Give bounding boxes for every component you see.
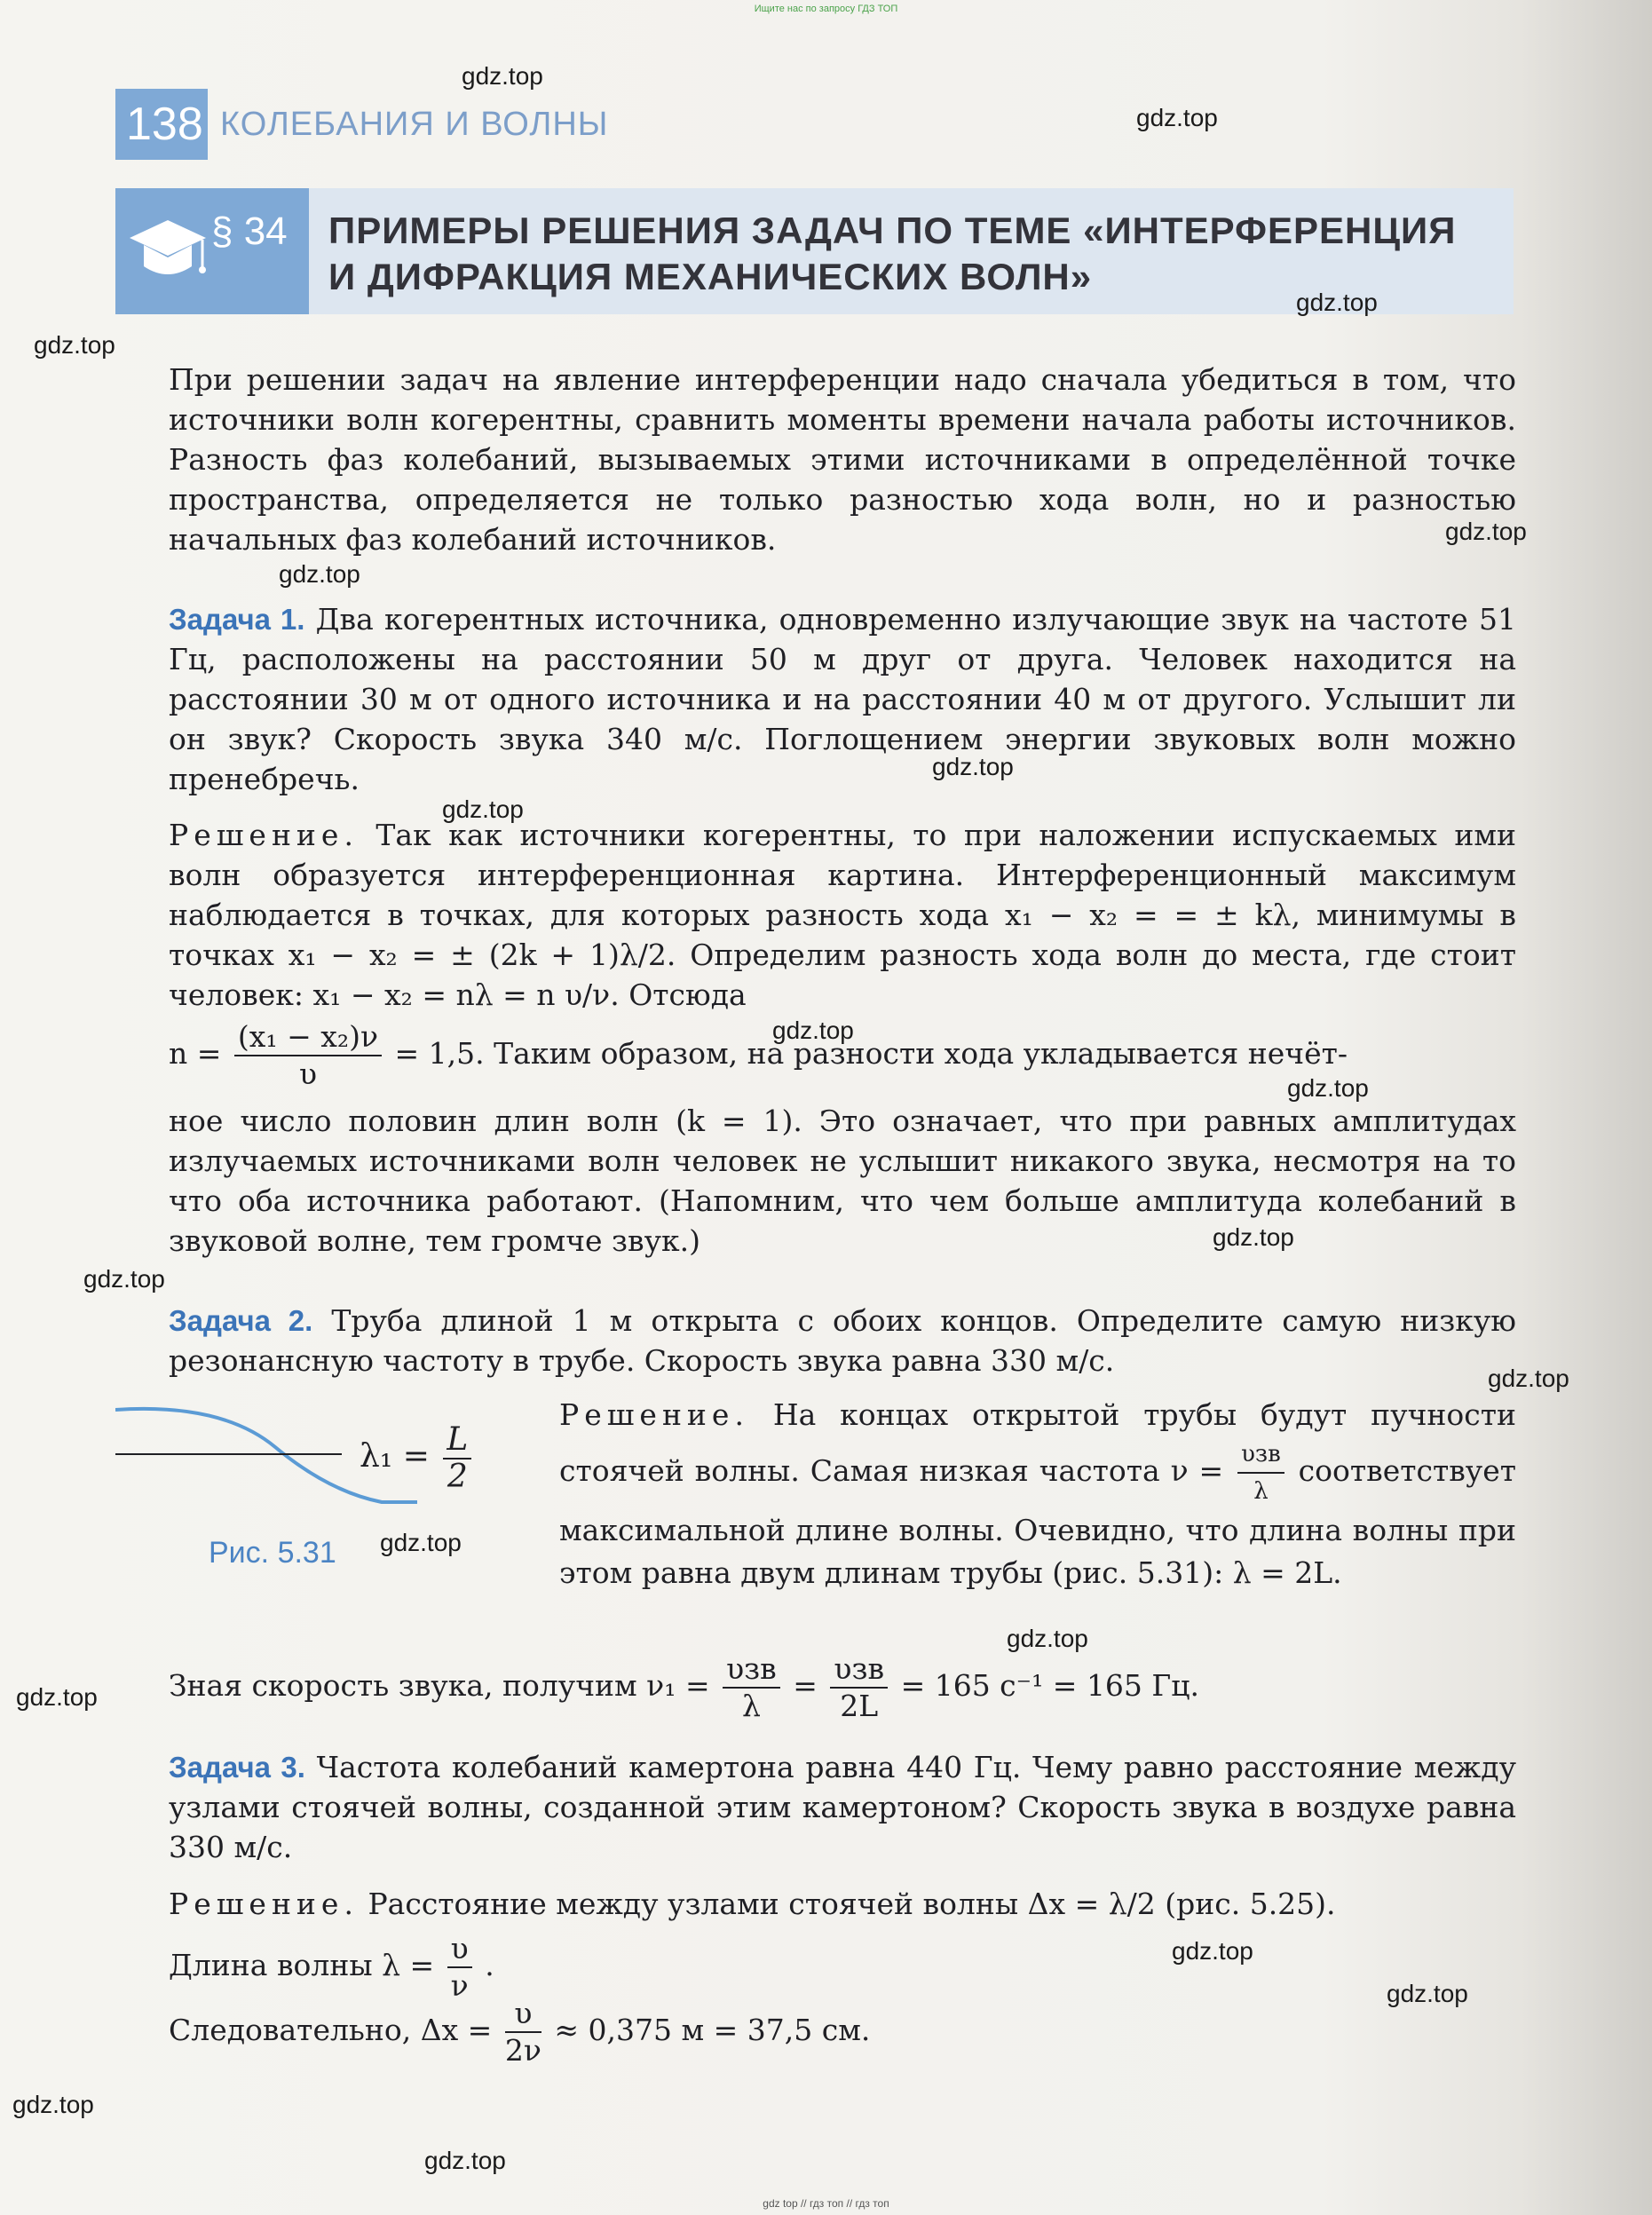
n-fraction	[234, 1019, 382, 1092]
bottom-note: gdz top // гдз топ // гдз топ	[763, 2197, 889, 2210]
watermark: gdz.top	[424, 2147, 506, 2174]
task2-solution	[559, 1394, 1516, 1594]
watermark: gdz.top	[1488, 1365, 1569, 1392]
task2-solution-label: Решение.	[559, 1397, 749, 1432]
task3-label: Задача 3.	[169, 1751, 305, 1784]
task3-result	[169, 1996, 1516, 2069]
watermark: gdz.top	[1387, 1980, 1468, 2007]
watermark: gdz.top	[1136, 104, 1218, 131]
figure-lambda-numerator: L	[443, 1422, 471, 1460]
result-prefix: Следовательно, Δx =	[169, 2013, 493, 2047]
task1-text: Два когерентных источника, одновременно излучающие звук на частоте 51 Гц, расположены на расстоянии 50 м друг от друга. Человек находится на расстоянии 30 м от одного источника и на расстоянии 40 м от другого. Услышит ли он звук? Скорость звука 340 м/с. Поглощением энергии звуковых волн можно пренебречь.	[169, 602, 1516, 796]
task3-text: Частота колебаний камертона равна 440 Гц. Чему равно расстояние между узлами стоячей волны, созданной этим камертоном? Скорость звука в воздухе равна 330 м/с.	[169, 1750, 1516, 1864]
f1-denominator: λ	[741, 1689, 761, 1723]
figure-lambda-denominator: 2	[447, 1459, 468, 1495]
task3-solution	[169, 1884, 1516, 1924]
task2-paragraph	[169, 1301, 1516, 1380]
n-fraction-numerator: (x₁ − x₂)ν	[234, 1019, 382, 1056]
watermark: gdz.top	[1172, 1937, 1253, 1965]
n-fraction-denominator: υ	[298, 1056, 317, 1091]
watermark: gdz.top	[16, 1683, 98, 1711]
watermark: gdz.top	[1007, 1625, 1088, 1652]
task2-result	[169, 1651, 1516, 1724]
watermark: gdz.top	[932, 753, 1014, 780]
watermark: gdz.top	[380, 1529, 462, 1556]
section-title	[309, 188, 1456, 314]
intro-paragraph: При решении задач на явление интерференции надо сначала убедиться в том, что источники волн когерентны, сравнить моменты времени начала работы источников. Разность фаз колебаний, вызываемых этими источниками в определённой точке пространства, определяется не только разностью хода волн, но и разностью начальных фаз колебаний источников.	[169, 362, 1516, 557]
freq-denominator: λ	[1253, 1478, 1269, 1505]
page-number: 138	[115, 89, 208, 160]
result-suffix: ≈ 0,375 м = 37,5 см.	[554, 2013, 871, 2047]
graduation-cap-icon	[128, 211, 208, 291]
task2-solution-a: На концах открытой трубы будут пучности стоячей волны. Самая низкая частота ν =	[559, 1397, 1516, 1488]
equals-sign: =	[793, 1668, 818, 1703]
figure-lambda-fraction	[443, 1422, 471, 1495]
lambda-fraction	[447, 1931, 472, 2004]
figure-5-31	[115, 1403, 533, 1607]
figure-lambda-label	[360, 1422, 475, 1495]
n-suffix: = 1,5. Таким образом, на разности хода укладывается нечёт-	[394, 1036, 1348, 1071]
section-title-line2: И ДИФРАКЦИЯ МЕХАНИЧЕСКИХ ВОЛН»	[328, 256, 1093, 297]
watermark: gdz.top	[1296, 289, 1378, 316]
task1-solution-p1: Так как источники когерентны, то при наложении испускаемых ими волн образуется интерференционная картина. Интерференционный максимум наблюдается в точках, для которых разность хода x₁ − x₂ = = ± kλ, минимумы в точках x₁ − x₂ = ± (2k + 1)λ/2. Определим разность хода волн до места, где стоит человек: x₁ − x₂ = nλ = n υ/ν. Отсюда	[169, 818, 1517, 1012]
figure-lambda-text: λ₁ =	[360, 1438, 430, 1475]
task2-result-prefix: Зная скорость звука, получим ν₁ =	[169, 1668, 710, 1703]
lambda-numerator: υ	[447, 1931, 472, 1968]
task1-solution-p2: ное число половин длин волн (k = 1). Это означает, что при равных амплитудах излучаемых источниками волн человек не услышит никакого звука, несмотря на то что оба источника работают. (Напомним, что чем больше амплитуда колебаний в звуковой волне, тем громче звук.)	[169, 1104, 1516, 1258]
watermark: gdz.top	[462, 62, 543, 90]
watermark: gdz.top	[1445, 518, 1527, 545]
task2-solution-b: соответствует максимальной длине волны. Очевидно, что длина волны при этом равна двум длинам трубы (рис. 5.31): λ = 2L.	[559, 1453, 1517, 1590]
watermark: gdz.top	[83, 1265, 165, 1293]
watermark: gdz.top	[1213, 1223, 1294, 1251]
watermark: gdz.top	[442, 795, 524, 823]
top-note: Ищите нас по запросу ГДЗ ТОП	[754, 4, 898, 14]
section-badge	[115, 188, 309, 314]
watermark: gdz.top	[34, 331, 115, 359]
task3-paragraph	[169, 1747, 1516, 1867]
task2-label: Задача 2.	[169, 1304, 313, 1337]
task1-label: Задача 1.	[169, 603, 305, 636]
f1-fraction	[723, 1651, 780, 1724]
lambda-prefix: Длина волны λ =	[169, 1948, 435, 1982]
watermark: gdz.top	[772, 1017, 854, 1044]
task3-solution-text: Расстояние между узлами стоячей волны Δx = λ/2 (рис. 5.25).	[368, 1887, 1336, 1921]
page-header	[115, 89, 648, 160]
result-fraction	[505, 1996, 541, 2069]
task1-solution	[169, 815, 1516, 1015]
figure-caption: Рис. 5.31	[209, 1536, 336, 1570]
lambda-suffix: .	[485, 1948, 494, 1982]
task2-text: Труба длиной 1 м открыта с обоих концов. Определите самую низкую резонансную частоту в трубе. Скорость звука равна 330 м/с.	[169, 1303, 1516, 1378]
task1-paragraph	[169, 599, 1516, 799]
section-number: § 34	[211, 210, 288, 253]
task3-lambda	[169, 1931, 1516, 2004]
f2-denominator: 2L	[840, 1689, 879, 1723]
freq-numerator: υзв	[1237, 1436, 1284, 1474]
freq-fraction	[1237, 1436, 1284, 1509]
f1-numerator: υзв	[723, 1651, 780, 1689]
task3-solution-label: Решение.	[169, 1887, 359, 1921]
f2-numerator: υзв	[830, 1651, 888, 1689]
chapter-title: КОЛЕБАНИЯ И ВОЛНЫ	[220, 105, 609, 143]
watermark: gdz.top	[1287, 1074, 1369, 1102]
n-prefix: n =	[169, 1036, 222, 1071]
task1-solution-label: Решение.	[169, 818, 359, 852]
result-numerator: υ	[505, 1996, 541, 2033]
task2-result-suffix: = 165 с⁻¹ = 165 Гц.	[900, 1668, 1199, 1703]
watermark: gdz.top	[279, 560, 360, 588]
watermark: gdz.top	[12, 2091, 94, 2118]
lambda-denominator: ν	[450, 1968, 469, 2003]
f2-fraction	[830, 1651, 888, 1724]
section-title-line1: ПРИМЕРЫ РЕШЕНИЯ ЗАДАЧ ПО ТЕМЕ «ИНТЕРФЕРЕНЦИЯ	[328, 210, 1457, 251]
result-denominator: 2ν	[504, 2033, 541, 2068]
